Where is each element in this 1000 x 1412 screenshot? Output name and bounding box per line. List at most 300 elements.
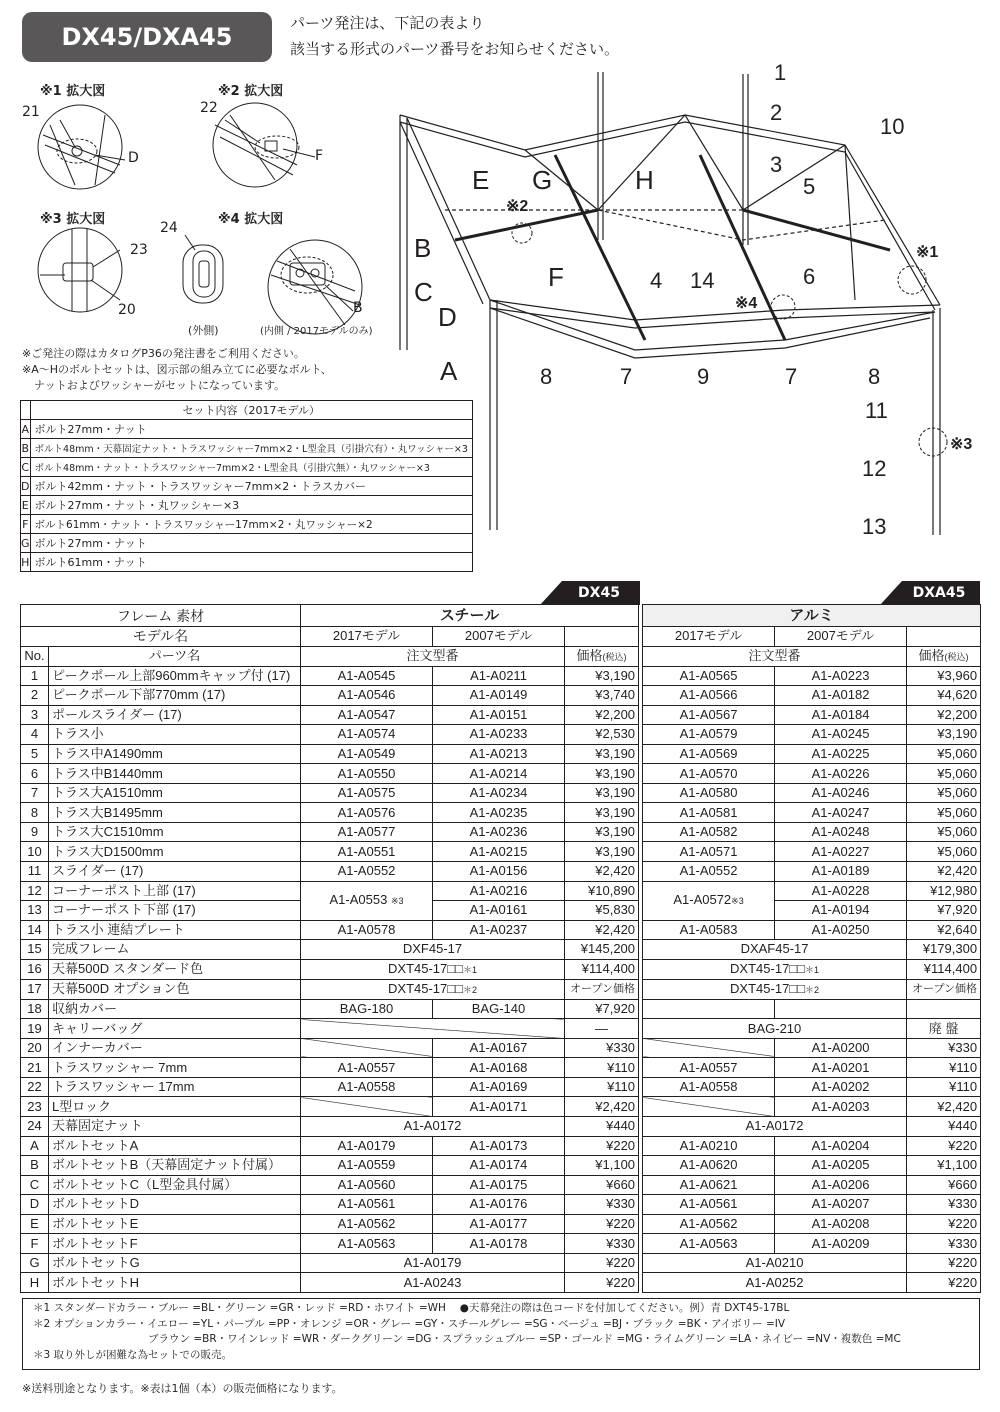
table-row: [21, 1019, 981, 1039]
outer-label: (外側): [188, 324, 219, 337]
steel-2007-cell: A1-A0161: [433, 901, 565, 921]
steel-2007-cell: A1-A0215: [433, 842, 565, 862]
steel-price-cell: ¥660: [565, 1175, 639, 1195]
part-label-8a: 8: [540, 364, 553, 389]
table-row: [21, 666, 981, 686]
steel-2007-cell: A1-A0214: [433, 764, 565, 784]
table-row: [21, 1077, 981, 1097]
table-row: [21, 842, 981, 862]
row-part-name: ボルトセットH: [49, 1273, 301, 1293]
row-no: G: [21, 1253, 49, 1273]
alu-2017-cell: [643, 999, 775, 1019]
steel-2017-cell: [301, 1038, 433, 1058]
steel-na-cell: [301, 1019, 565, 1039]
steel-price-cell: ¥3,190: [565, 666, 639, 686]
alu-2017-cell: A1-A0621: [643, 1175, 775, 1195]
alu-price-cell: ¥4,620: [907, 686, 981, 706]
row-part-name: L型ロック: [49, 1097, 301, 1117]
part-label-3: 3: [770, 152, 783, 177]
tab-dxa45: DXA45: [880, 581, 980, 605]
steel-2007-cell: A1-A0169: [433, 1077, 565, 1097]
table-row: [21, 1117, 981, 1137]
bolt-set-row: A ボルト27mm・ナット: [21, 420, 473, 439]
footnote-1: ＊1 スタンダードカラー・ブルー =BL・グリーン =GR・レッド =RD・ホワイト =WH ●天幕発注の際は色コードを付加してください。例）青 DXT45-17BL: [33, 1302, 790, 1314]
bolt-set-row: D ボルト42mm・ナット・トラスワッシャー7mm×2・トラスカバー: [21, 477, 473, 496]
alu-2017-cell: A1-A0552: [643, 862, 775, 882]
table-row: [21, 744, 981, 764]
alu-price-cell: ¥220: [907, 1273, 981, 1293]
row-no: 16: [21, 959, 49, 979]
alu-price-cell: ¥110: [907, 1058, 981, 1078]
header-row-model: モデル名 2017モデル 2007モデル 2017モデル 2007モデル: [21, 627, 981, 647]
callout-21: 21: [22, 104, 40, 120]
alu-2007-cell: A1-A0184: [775, 705, 907, 725]
row-no: 4: [21, 725, 49, 745]
header-row-frame: フレーム 素材 スチール アルミ: [21, 605, 981, 627]
steel-2017-cell: A1-A0547: [301, 705, 433, 725]
alu-2007-cell: A1-A0247: [775, 803, 907, 823]
part-label-13: 13: [862, 514, 887, 539]
alu-price-cell: ¥330: [907, 1195, 981, 1215]
note-2: ※A〜Hのボルトセットは、図示部の組み立てに必要なボルト、: [22, 363, 332, 376]
table-row: [21, 1253, 981, 1273]
steel-price-cell: ¥3,740: [565, 686, 639, 706]
row-no: B: [21, 1156, 49, 1176]
steel-price-cell: ¥3,190: [565, 803, 639, 823]
row-no: 6: [21, 764, 49, 784]
part-label-4: 4: [650, 268, 663, 293]
row-no: C: [21, 1175, 49, 1195]
steel-2017-cell: A1-A0577: [301, 822, 433, 842]
bolt-set-row: F ボルト61mm・ナット・トラスワッシャー17mm×2・丸ワッシャー×2: [21, 515, 473, 534]
zoom2-title: ※2 拡大図: [218, 84, 284, 99]
alu-price-cell: ¥440: [907, 1117, 981, 1137]
row-part-name: トラス中A1490mm: [49, 744, 301, 764]
row-part-name: ボルトセットF: [49, 1234, 301, 1254]
alu-price-cell: ¥110: [907, 1077, 981, 1097]
alu-both-cell: A1-A0210: [643, 1253, 907, 1273]
steel-2017-cell: A1-A0549: [301, 744, 433, 764]
alu-2007-cell: A1-A0246: [775, 783, 907, 803]
footnote-3: ＊3 取り外しが困難な為セットでの販売。: [33, 1348, 233, 1361]
steel-price-cell: ¥220: [565, 1214, 639, 1234]
alu-2017-cell: A1-A0620: [643, 1156, 775, 1176]
steel-price-cell: ¥5,830: [565, 901, 639, 921]
steel-2007-cell: A1-A0171: [433, 1097, 565, 1117]
bolt-label-b: B: [414, 233, 432, 263]
steel-2017-cell: A1-A0561: [301, 1195, 433, 1215]
row-no: 24: [21, 1117, 49, 1137]
part-label-2: 2: [770, 100, 783, 125]
alu-2017-cell: A1-A0558: [643, 1077, 775, 1097]
steel-price-cell: ¥330: [565, 1234, 639, 1254]
row-no: 8: [21, 803, 49, 823]
row-part-name: ボルトセットG: [49, 1253, 301, 1273]
steel-2007-cell: A1-A0156: [433, 862, 565, 882]
zoom3-title: ※3 拡大図: [40, 212, 106, 227]
row-part-name: ピークポール下部770mm (17): [49, 686, 301, 706]
steel-2017-cell: A1-A0550: [301, 764, 433, 784]
alu-2007-cell: A1-A0245: [775, 725, 907, 745]
table-row: [21, 1058, 981, 1078]
row-no: 14: [21, 920, 49, 940]
steel-2007-cell: A1-A0173: [433, 1136, 565, 1156]
ref-label-1: ※1: [916, 244, 939, 261]
alu-2017-cell: A1-A0565: [643, 666, 775, 686]
row-part-name: コーナーポスト上部 (17): [49, 881, 301, 901]
steel-price-cell: ¥220: [565, 1136, 639, 1156]
bolt-label-a: A: [440, 356, 458, 386]
part-label-9: 9: [697, 364, 710, 389]
callout-23: 23: [130, 242, 148, 258]
table-row: [21, 901, 981, 921]
callout-22: 22: [200, 100, 218, 116]
alu-price-cell: ¥3,190: [907, 725, 981, 745]
alu-2017-cell: A1-A0571: [643, 842, 775, 862]
steel-2007-cell: BAG-140: [433, 999, 565, 1019]
row-no: F: [21, 1234, 49, 1254]
bolt-set-row: E ボルト27mm・ナット・丸ワッシャー×3: [21, 496, 473, 515]
row-no: 10: [21, 842, 49, 862]
row-part-name: トラスワッシャー 17mm: [49, 1077, 301, 1097]
steel-2017-cell: A1-A0559: [301, 1156, 433, 1176]
steel-2007-cell: A1-A0175: [433, 1175, 565, 1195]
steel-price-cell: ¥10,890: [565, 881, 639, 901]
table-row: [21, 1136, 981, 1156]
steel-price-cell: ¥1,100: [565, 1156, 639, 1176]
steel-2017-cell: A1-A0558: [301, 1077, 433, 1097]
row-part-name: トラス大C1510mm: [49, 822, 301, 842]
part-label-14: 14: [690, 268, 715, 293]
alu-price-cell: ¥2,200: [907, 705, 981, 725]
steel-price-cell: ¥145,200: [565, 940, 639, 960]
callout-20: 20: [118, 302, 136, 318]
table-row: [21, 959, 981, 979]
alu-price-cell: ¥5,060: [907, 783, 981, 803]
row-part-name: トラスワッシャー 7mm: [49, 1058, 301, 1078]
alu-2007-cell: A1-A0203: [775, 1097, 907, 1117]
row-no: 1: [21, 666, 49, 686]
alu-2017-cell: A1-A0566: [643, 686, 775, 706]
steel-both-cell: DXT45-17□□＊2: [301, 979, 565, 999]
alu-2007-cell: A1-A0208: [775, 1214, 907, 1234]
steel-2007-cell: A1-A0216: [433, 881, 565, 901]
alu-price-cell: ¥330: [907, 1234, 981, 1254]
row-part-name: トラス大A1510mm: [49, 783, 301, 803]
steel-2007-cell: A1-A0151: [433, 705, 565, 725]
steel-price-cell: ¥2,420: [565, 1097, 639, 1117]
alu-price-cell: ¥114,400: [907, 959, 981, 979]
alu-2017-cell: A1-A0570: [643, 764, 775, 784]
alu-2007-cell: A1-A0248: [775, 822, 907, 842]
row-part-name: トラス大B1495mm: [49, 803, 301, 823]
part-label-1: 1: [774, 60, 787, 85]
steel-price-cell: ¥330: [565, 1195, 639, 1215]
alu-2017-cell: A1-A0563: [643, 1234, 775, 1254]
alu-2007-cell: A1-A0206: [775, 1175, 907, 1195]
table-row: [21, 1273, 981, 1293]
part-label-7a: 7: [620, 364, 633, 389]
alu-price-cell: ¥220: [907, 1253, 981, 1273]
steel-price-cell: ¥3,190: [565, 842, 639, 862]
row-part-name: ボルトセットB（天幕固定ナット付属）: [49, 1156, 301, 1176]
ref-label-4: ※4: [735, 295, 758, 312]
parts-table: [20, 604, 981, 1293]
row-no: A: [21, 1136, 49, 1156]
steel-2007-cell: A1-A0235: [433, 803, 565, 823]
steel-2007-cell: A1-A0213: [433, 744, 565, 764]
bolt-label-g: G: [532, 165, 553, 195]
steel-2017-cell: A1-A0576: [301, 803, 433, 823]
model-badge-text: DX45/DXA45: [61, 23, 233, 51]
steel-2017-cell: A1-A0551: [301, 842, 433, 862]
alu-price-cell: ¥2,420: [907, 862, 981, 882]
alu-2007-cell: A1-A0223: [775, 666, 907, 686]
row-no: 22: [21, 1077, 49, 1097]
alu-2007-cell: A1-A0182: [775, 686, 907, 706]
alu-price-cell: ¥5,060: [907, 842, 981, 862]
bolt-label-e: E: [472, 165, 490, 195]
row-no: E: [21, 1214, 49, 1234]
part-label-6: 6: [803, 264, 816, 289]
steel-2007-cell: A1-A0236: [433, 822, 565, 842]
alu-both-cell: DXT45-17□□＊2: [643, 979, 907, 999]
steel-price-cell: ¥2,420: [565, 920, 639, 940]
alu-2017-cell: A1-A0210: [643, 1136, 775, 1156]
intro-line-1: パーツ発注は、下記の表より: [290, 14, 485, 32]
steel-price-cell: ¥3,190: [565, 783, 639, 803]
steel-both-cell: A1-A0179: [301, 1253, 565, 1273]
row-part-name: コーナーポスト下部 (17): [49, 901, 301, 921]
alu-2017-cell: [643, 1097, 775, 1117]
steel-price-cell: ¥114,400: [565, 959, 639, 979]
row-part-name: トラス中B1440mm: [49, 764, 301, 784]
alu-2007-cell: A1-A0209: [775, 1234, 907, 1254]
part-label-10: 10: [880, 114, 905, 139]
alu-both-cell: DXAF45-17: [643, 940, 907, 960]
alu-2007-cell: A1-A0201: [775, 1058, 907, 1078]
table-row: [21, 822, 981, 842]
steel-2007-cell: A1-A0168: [433, 1058, 565, 1078]
callout-24: 24: [160, 220, 178, 236]
alu-price-cell: 廃 盤: [907, 1019, 981, 1039]
row-part-name: ボルトセットD: [49, 1195, 301, 1215]
alu-price-cell: ¥12,980: [907, 881, 981, 901]
table-row: [21, 764, 981, 784]
row-no: 19: [21, 1019, 49, 1039]
alu-2017-cell: A1-A0582: [643, 822, 775, 842]
note-1: ※ご発注の際はカタログP36の発注書をご利用ください。: [22, 347, 305, 360]
tab-dx45: DX45: [540, 581, 640, 605]
alu-price-cell: ¥660: [907, 1175, 981, 1195]
alu-both-cell: DXT45-17□□＊1: [643, 959, 907, 979]
table-row: [21, 920, 981, 940]
steel-price-cell: ¥3,190: [565, 822, 639, 842]
bolt-set-row: B ボルト48mm・天幕固定ナット・トラスワッシャー7mm×2・L型金具（引掛穴有）・丸ワッシャー×3: [21, 439, 473, 458]
alu-2017-cell: [643, 1038, 775, 1058]
steel-price-cell: ¥110: [565, 1058, 639, 1078]
steel-price-cell: ¥3,190: [565, 744, 639, 764]
steel-2017-cell: A1-A0575: [301, 783, 433, 803]
steel-2007-cell: A1-A0174: [433, 1156, 565, 1176]
shipping-note: ※送料別途となります。※表は1個（本）の販売価格になります。: [22, 1382, 343, 1395]
alu-2017-cell: A1-A0567: [643, 705, 775, 725]
row-no: 3: [21, 705, 49, 725]
alu-price-cell: ¥1,100: [907, 1156, 981, 1176]
bolt-label-h: H: [635, 165, 654, 195]
table-row: [21, 862, 981, 882]
steel-2007-cell: A1-A0177: [433, 1214, 565, 1234]
callout-d: D: [128, 150, 139, 166]
steel-price-cell: ¥3,190: [565, 764, 639, 784]
bolt-set-row: C ボルト48mm・ナット・トラスワッシャー7mm×2・L型金具（引掛穴無）・丸ワッシャー×3: [21, 458, 473, 477]
table-row: [21, 803, 981, 823]
row-part-name: キャリーバッグ: [49, 1019, 301, 1039]
alu-both-cell: A1-A0172: [643, 1117, 907, 1137]
alu-2017-cell: A1-A0569: [643, 744, 775, 764]
alu-price-cell: ¥2,640: [907, 920, 981, 940]
bolt-label-c: C: [414, 277, 433, 307]
steel-price-cell: ¥7,920: [565, 999, 639, 1019]
row-no: H: [21, 1273, 49, 1293]
row-no: 5: [21, 744, 49, 764]
row-no: 18: [21, 999, 49, 1019]
steel-2007-cell: A1-A0237: [433, 920, 565, 940]
row-part-name: ポールスライダー (17): [49, 705, 301, 725]
alu-price-cell: ¥2,420: [907, 1097, 981, 1117]
steel-2017-cell: A1-A0560: [301, 1175, 433, 1195]
alu-price-cell: [907, 999, 981, 1019]
steel-2007-cell: A1-A0234: [433, 783, 565, 803]
bolt-set-row: G ボルト27mm・ナット: [21, 534, 473, 553]
alu-2007-cell: A1-A0225: [775, 744, 907, 764]
row-part-name: スライダー (17): [49, 862, 301, 882]
alu-2007-cell: A1-A0205: [775, 1156, 907, 1176]
row-no: 11: [21, 862, 49, 882]
steel-2017-cell: [301, 1097, 433, 1117]
alu-price-cell: ¥330: [907, 1038, 981, 1058]
part-label-7b: 7: [785, 364, 798, 389]
steel-2017-cell: A1-A0578: [301, 920, 433, 940]
steel-2017-cell: A1-A0553 ※3: [301, 881, 433, 920]
steel-price-cell: ¥440: [565, 1117, 639, 1137]
steel-2007-cell: A1-A0176: [433, 1195, 565, 1215]
footnote-2: ＊2 オプションカラー・イエロー =YL・パープル =PP・オレンジ =OR・グレー =GY・スチールグレー =SG・ベージュ =BJ・ブラック =BK・アイボリー =IV: [33, 1317, 786, 1330]
zoom1-title: ※1 拡大図: [40, 84, 106, 99]
table-row: [21, 1234, 981, 1254]
bolt-set-header: セット内容（2017モデル）: [30, 401, 472, 420]
alu-price-cell: ¥5,060: [907, 822, 981, 842]
row-part-name: ボルトセットC（L型金具付属）: [49, 1175, 301, 1195]
row-no: 9: [21, 822, 49, 842]
alu-2007-cell: A1-A0250: [775, 920, 907, 940]
alu-2007-cell: A1-A0200: [775, 1038, 907, 1058]
steel-2017-cell: A1-A0563: [301, 1234, 433, 1254]
zoom4-title: ※4 拡大図: [218, 212, 284, 227]
steel-price-cell: —: [565, 1019, 639, 1039]
table-row: [21, 1175, 981, 1195]
steel-2007-cell: A1-A0233: [433, 725, 565, 745]
ref-label-2: ※2: [506, 198, 529, 215]
row-no: 2: [21, 686, 49, 706]
steel-both-cell: DXF45-17: [301, 940, 565, 960]
alu-2017-cell: A1-A0572※3: [643, 881, 775, 920]
alu-2007-cell: A1-A0207: [775, 1195, 907, 1215]
row-part-name: トラス大D1500mm: [49, 842, 301, 862]
alu-price-cell: ¥5,060: [907, 803, 981, 823]
row-no: 7: [21, 783, 49, 803]
part-label-8b: 8: [868, 364, 881, 389]
alu-2017-cell: A1-A0557: [643, 1058, 775, 1078]
alu-price-cell: ¥3,960: [907, 666, 981, 686]
alu-price-cell: ¥5,060: [907, 764, 981, 784]
steel-2007-cell: A1-A0178: [433, 1234, 565, 1254]
alu-both-cell: A1-A0252: [643, 1273, 907, 1293]
steel-price-cell: ¥220: [565, 1273, 639, 1293]
header-row-columns: No. パーツ名 注文型番 価格(税込) 注文型番 価格(税込): [21, 646, 981, 666]
bolt-label-d: D: [438, 302, 457, 332]
table-row: [21, 783, 981, 803]
steel-2017-cell: BAG-180: [301, 999, 433, 1019]
row-no: 21: [21, 1058, 49, 1078]
alu-2017-cell: A1-A0580: [643, 783, 775, 803]
row-part-name: ボルトセットA: [49, 1136, 301, 1156]
part-label-5: 5: [803, 174, 816, 199]
table-row: [21, 1038, 981, 1058]
row-no: 20: [21, 1038, 49, 1058]
row-part-name: ボルトセットE: [49, 1214, 301, 1234]
part-label-12: 12: [862, 456, 887, 481]
alu-price-cell: ¥220: [907, 1214, 981, 1234]
steel-2007-cell: A1-A0149: [433, 686, 565, 706]
alu-price-cell: ¥179,300: [907, 940, 981, 960]
table-row: [21, 979, 981, 999]
intro-line-2: 該当する形式のパーツ番号をお知らせください。: [290, 40, 619, 58]
row-no: D: [21, 1195, 49, 1215]
table-row: [21, 881, 981, 901]
table-row: [21, 1097, 981, 1117]
bolt-label-f: F: [548, 262, 564, 292]
table-row: [21, 725, 981, 745]
steel-both-cell: A1-A0172: [301, 1117, 565, 1137]
alu-2007-cell: A1-A0228: [775, 881, 907, 901]
steel-price-cell: ¥330: [565, 1038, 639, 1058]
footnote-2-cont: ブラウン =BR・ワインレッド =WR・ダークグリーン =DG・スプラッシュブルー =SP・ゴールド =MG・ライムグリーン =LA・ネイビー =NV・複数色 =MC: [148, 1333, 901, 1345]
row-part-name: トラス小 連結プレート: [49, 920, 301, 940]
alu-2017-cell: A1-A0561: [643, 1195, 775, 1215]
alu-2017-cell: A1-A0581: [643, 803, 775, 823]
alu-price-cell: ¥220: [907, 1136, 981, 1156]
part-label-11: 11: [865, 398, 888, 423]
row-part-name: 天幕500D オプション色: [49, 979, 301, 999]
row-part-name: 完成フレーム: [49, 940, 301, 960]
alu-price-cell: ¥7,920: [907, 901, 981, 921]
alu-2017-cell: A1-A0562: [643, 1214, 775, 1234]
table-row: [21, 1156, 981, 1176]
row-no: 17: [21, 979, 49, 999]
table-row: [21, 999, 981, 1019]
alu-price-cell: ¥5,060: [907, 744, 981, 764]
row-no: 12: [21, 881, 49, 901]
steel-2017-cell: A1-A0562: [301, 1214, 433, 1234]
steel-both-cell: DXT45-17□□＊1: [301, 959, 565, 979]
steel-price-cell: ¥220: [565, 1253, 639, 1273]
callout-b: B: [353, 300, 363, 316]
bolt-set-table: [20, 400, 473, 572]
alu-2007-cell: A1-A0204: [775, 1136, 907, 1156]
steel-2017-cell: A1-A0552: [301, 862, 433, 882]
alu-2007-cell: A1-A0227: [775, 842, 907, 862]
